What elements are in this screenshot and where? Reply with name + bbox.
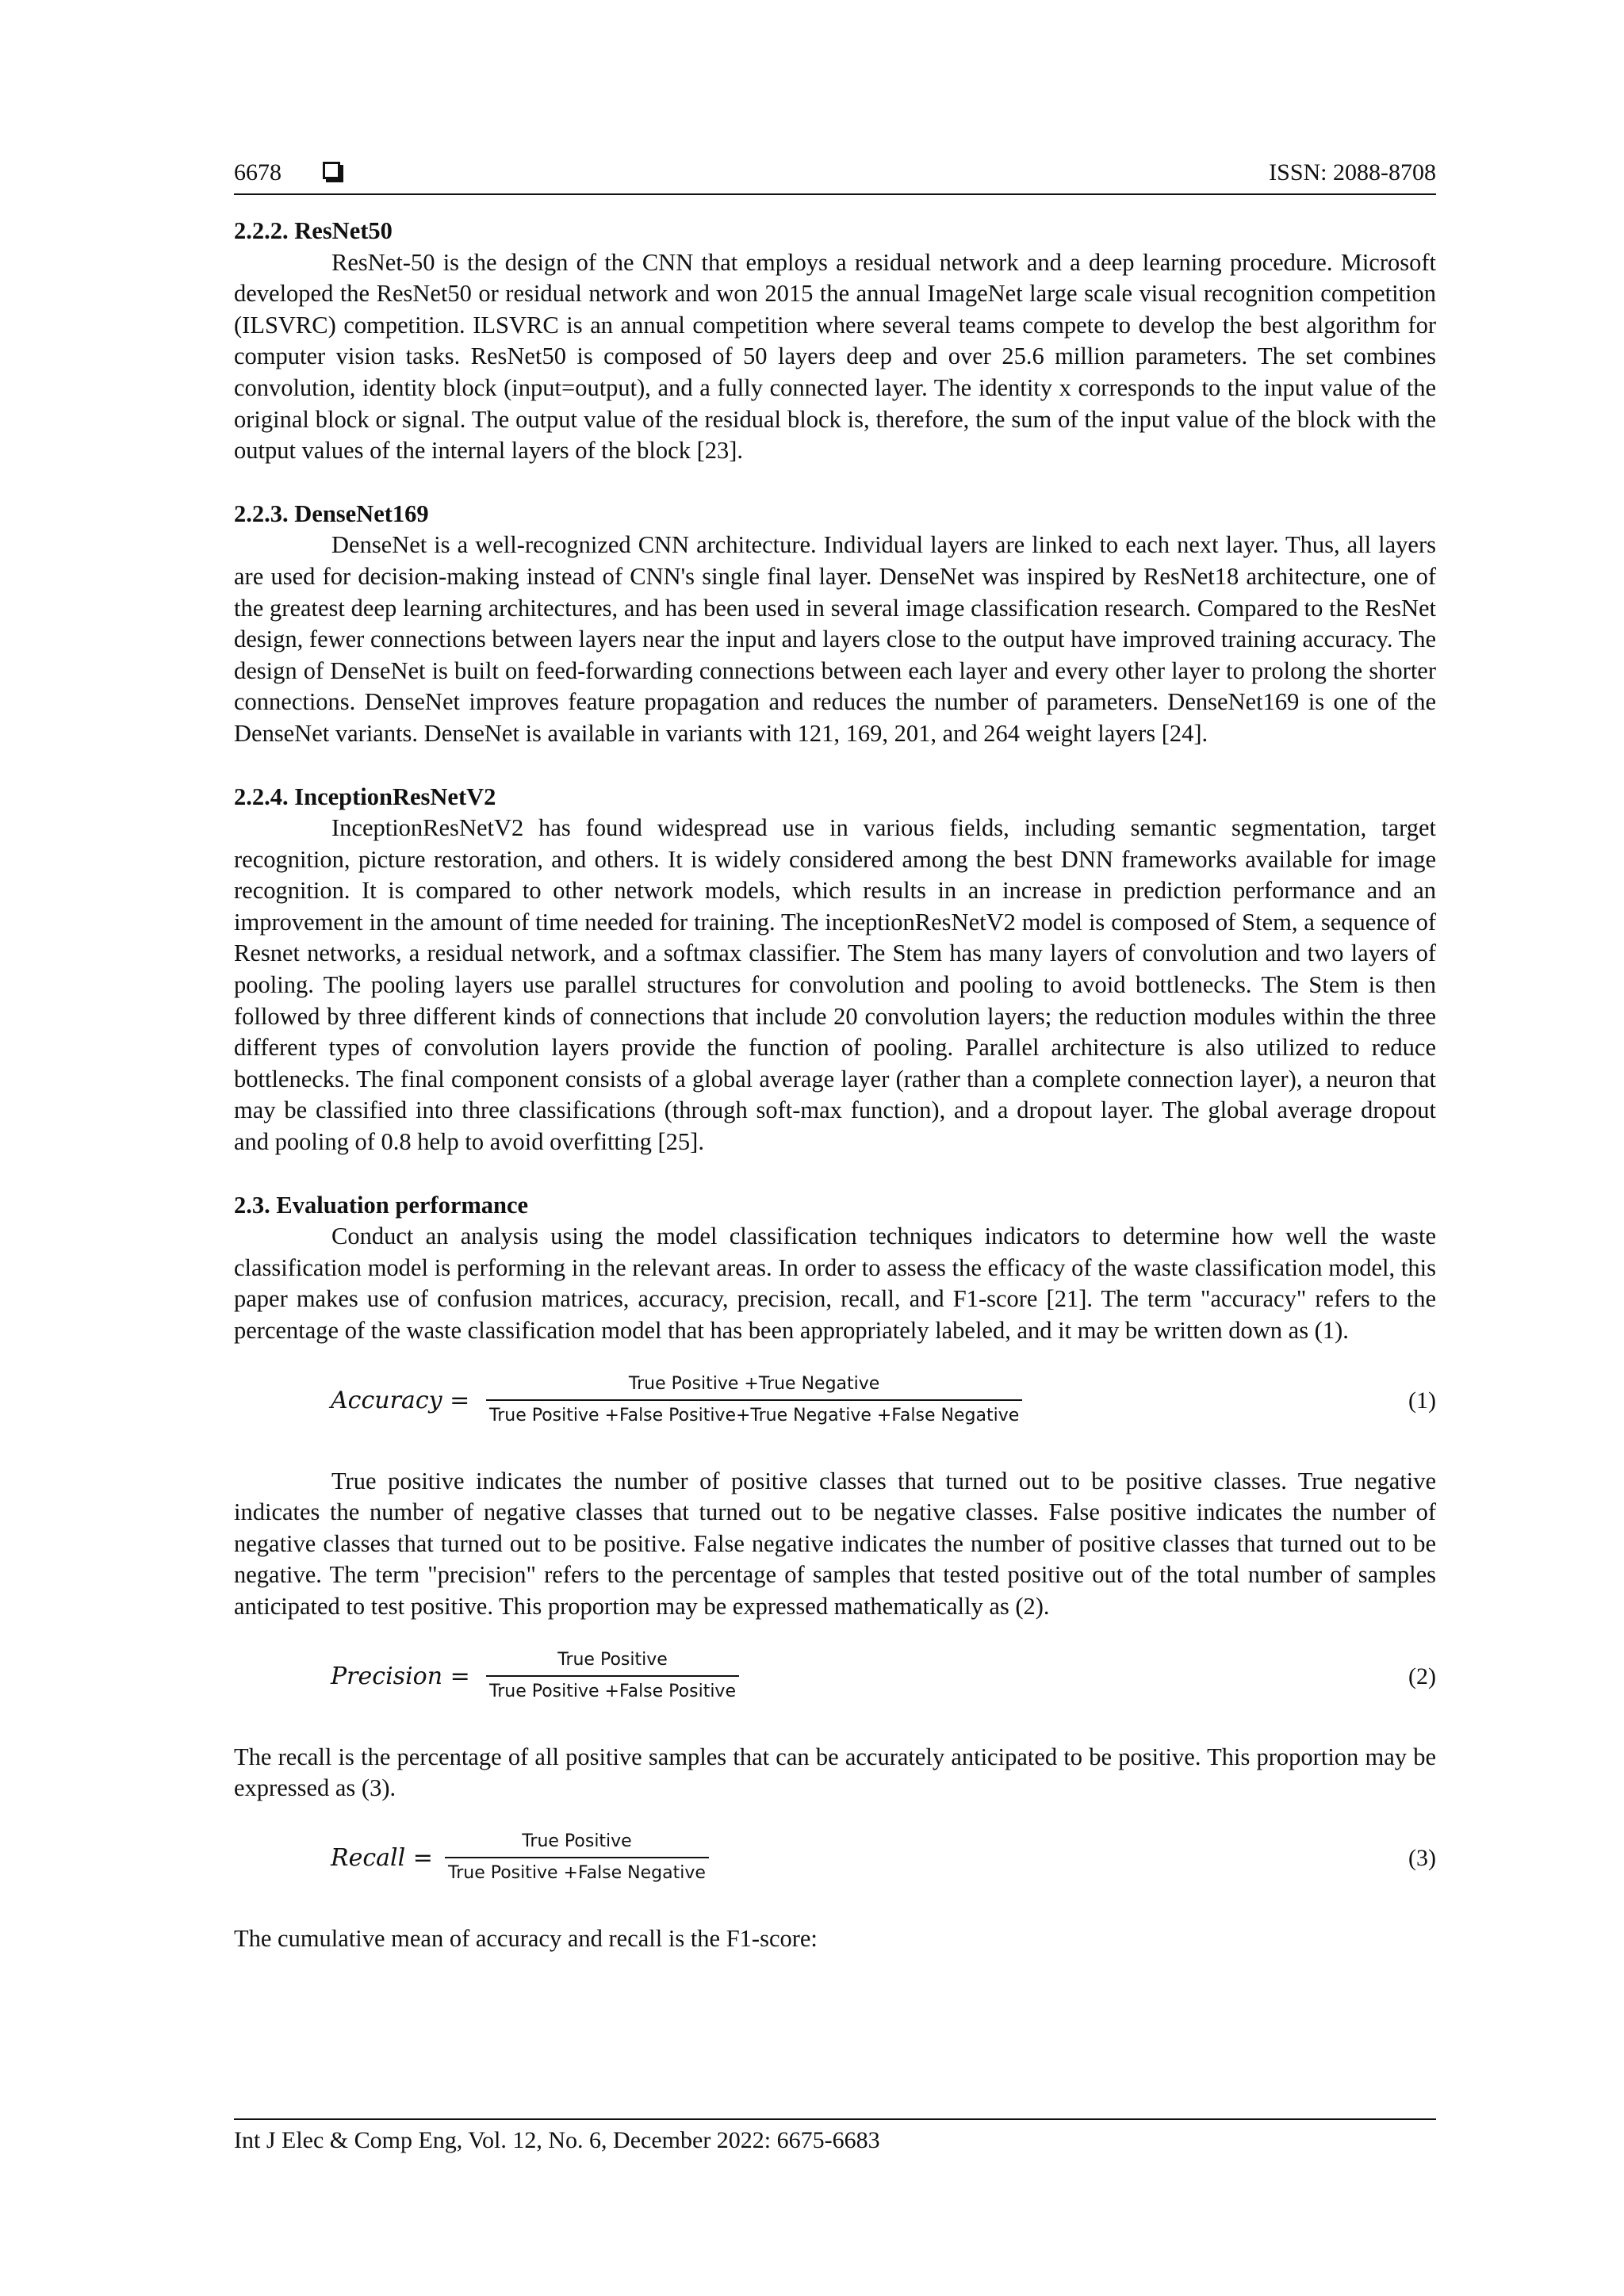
equation-number: (1) — [1408, 1387, 1436, 1414]
equation-fraction — [445, 1828, 709, 1885]
section-paragraph: ResNet-50 is the design of the CNN that employs a residual network and a deep learning procedure. Microsoft developed the ResNet50 or residual network and won 2015 the annual ImageNet large scale visual recognition competition (ILSVRC) competition. ILSVRC is an annual competition where several teams compete to develop the best algorithm for computer vision tasks. ResNet50 is composed of 50 layers deep and over 25.6 million parameters. The set combines convolution, identity block (input=output), and a fully connected layer. The identity x corresponds to the input value of the original block or signal. The output value of the residual block is, therefore, the sum of the input value of the block with the output values of the internal layers of the block [23]. — [234, 248, 1436, 465]
page-number: 6678 — [234, 159, 282, 186]
section-heading: 2.2.2. ResNet50 — [234, 217, 393, 244]
equation-lhs: Precision = — [331, 1662, 470, 1690]
issn-label: ISSN: 2088-8708 — [1269, 159, 1436, 186]
equation-number: (2) — [1408, 1663, 1436, 1689]
evaluation-paragraph-3: The recall is the percentage of all positive samples that can be accurately anticipated to be positive. This proportion may be expressed as (3). — [234, 1743, 1436, 1802]
fraction-numerator: True Positive +True Negative — [486, 1371, 1022, 1401]
evaluation-paragraph-2: True positive indicates the number of positive classes that turned out to be positive classes. True negative indicates the number of negative classes that turned out to be negative classes. False positive indicates the number of negative classes that turned out to be positive. False negative indicates the number of positive classes that turned out to be negative. The term "precision" refers to the percentage of samples that tested positive out of the total number of samples anticipated to test positive. This proportion may be expressed mathematically as (2). — [234, 1467, 1436, 1620]
section-densenet169 — [234, 499, 1436, 750]
section-heading: 2.2.3. DenseNet169 — [234, 499, 429, 527]
page-content — [234, 216, 1436, 1986]
section-paragraph: InceptionResNetV2 has found widespread use in various fields, including semantic segmentation, target recognition, picture restoration, and others. It is widely considered among the best DNN frameworks available for image recognition. It is compared to other network models, which results in an increase in prediction performance and an improvement in the amount of time needed for training. The inceptionResNetV2 model is composed of Stem, a sequence of Resnet networks, a residual network, and a softmax classifier. The Stem has many layers of convolution and two layers of pooling. The pooling layers use parallel structures for convolution and pooling to avoid bottlenecks. The Stem is then followed by three different kinds of connections that include 20 convolution layers; the reduction modules within the three different types of convolution layers provide the function of pooling. Parallel architecture is also utilized to reduce bottlenecks. The final component consists of a global average layer (rather than a complete connection layer), a neuron that may be classified into three classifications (through soft-max function), and a dropout layer. The global average dropout and pooling of 0.8 help to avoid overfitting [25]. — [234, 814, 1436, 1156]
footer-rule — [234, 2118, 1436, 2120]
section-evaluation — [234, 1190, 1436, 1955]
equation-recall — [234, 1828, 1436, 1892]
section-paragraph: DenseNet is a well-recognized CNN architecture. Individual layers are linked to each next layer. Thus, all layers are used for decision-making instead of CNN's single final layer. DenseNet was inspired by ResNet18 architecture, one of the greatest deep learning architectures, and has been used in several image classification research. Compared to the ResNet design, fewer connections between layers near the input and layers close to the output have improved training accuracy. The design of DenseNet is built on feed-forwarding connections between each layer and every other layer to prolong the shorter connections. DenseNet improves feature propagation and reduces the number of parameters. DenseNet169 is one of the DenseNet variants. DenseNet is available in variants with 121, 169, 201, and 264 weight layers [24]. — [234, 531, 1436, 747]
equation-accuracy — [234, 1371, 1436, 1434]
evaluation-paragraph-4: The cumulative mean of accuracy and recall is the F1-score: — [234, 1924, 818, 1952]
header-rule — [234, 193, 1436, 195]
square-outline-icon — [323, 162, 340, 179]
section-resnet50 — [234, 216, 1436, 467]
fraction-numerator: True Positive — [445, 1828, 709, 1858]
equation-number: (3) — [1408, 1844, 1436, 1871]
page-footer: Int J Elec & Comp Eng, Vol. 12, No. 6, December 2022: 6675-6683 — [234, 2127, 880, 2153]
section-heading: 2.2.4. InceptionResNetV2 — [234, 783, 496, 810]
fraction-denominator: True Positive +False Positive+True Negative +False Negative — [489, 1405, 1020, 1425]
fraction-denominator: True Positive +False Positive — [489, 1681, 736, 1701]
fraction-numerator: True Positive — [486, 1647, 739, 1677]
fraction-denominator: True Positive +False Negative — [448, 1862, 706, 1883]
equation-fraction — [486, 1647, 739, 1704]
section-inceptionresnetv2 — [234, 782, 1436, 1158]
section-heading: 2.3. Evaluation performance — [234, 1191, 529, 1219]
page-header — [234, 157, 1436, 192]
equation-fraction — [486, 1371, 1022, 1428]
equation-precision — [234, 1647, 1436, 1710]
paper-page — [234, 0, 1436, 2296]
equation-lhs: Accuracy = — [331, 1386, 470, 1414]
equation-lhs: Recall = — [331, 1843, 433, 1872]
evaluation-paragraph-1: Conduct an analysis using the model classification techniques indicators to determine how well the waste classification model is performing in the relevant areas. In order to assess the efficacy of the waste classification model, this paper makes use of confusion matrices, accuracy, precision, recall, and F1-score [21]. The term "accuracy" refers to the percentage of the waste classification model that has been appropriately labeled, and it may be written down as (1). — [234, 1223, 1436, 1344]
